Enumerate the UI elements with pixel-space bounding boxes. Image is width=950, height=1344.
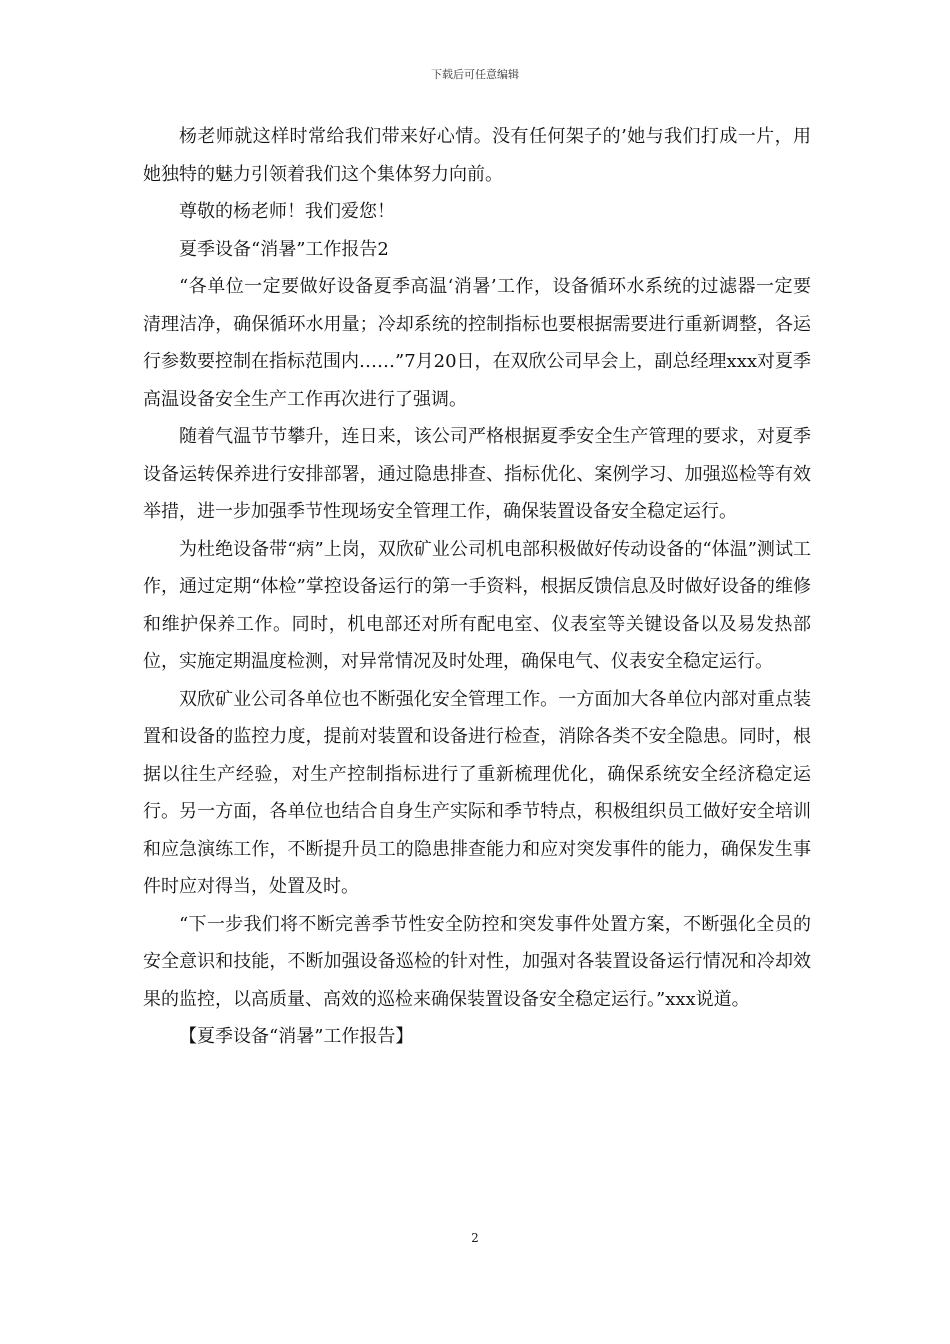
paragraph-6: 双欣矿业公司各单位也不断强化安全管理工作。一方面加大各单位内部对重点装置和设备的监控力度，提前对装置和设备进行检查，消除各类不安全隐患。同时，根据以往生产经验，对生产控制指标进行了重新梳理优化，确保系统安全经济稳定运行。另一方面，各单位也结合自身生产实际和季节特点，积极组织员工做好安全培训和应急演练工作，不断提升员工的隐患排查能力和应对突发事件的能力，确保发生事件时应对得当，处置及时。 xyxy=(143,688,811,897)
paragraph-2: 尊敬的杨老师！我们爱您！ xyxy=(179,201,395,222)
paragraph-1: 杨老师就这样时常给我们带来好心情。没有任何架子的’她与我们打成一片，用她独特的魅力引领着我们这个集体努力向前。 xyxy=(143,126,811,185)
document-body xyxy=(143,118,811,1056)
paragraph-3: “各单位一定要做好设备夏季高温‘消暑’工作，设备循环水系统的过滤器一定要清理洁净，确保循环水用量；冷却系统的控制指标也要根据需要进行重新调整，各运行参数要控制在指标范围内……”7月20日，在双欣公司早会上，副总经理xxx对夏季高温设备安全生产工作再次进行了强调。 xyxy=(143,276,812,410)
closing-title: 【夏季设备“消暑”工作报告】 xyxy=(179,1026,414,1047)
paragraph-5: 为杜绝设备带“病”上岗，双欣矿业公司机电部积极做好传动设备的“体温”测试工作，通过定期“体检”掌控设备运行的第一手资料，根据反馈信息及时做好设备的维修和维护保养工作。同时，机电部还对所有配电室、仪表室等关键设备以及易发热部位，实施定期温度检测，对异常情况及时处理，确保电气、仪表安全稳定运行。 xyxy=(143,538,811,672)
report-heading: 夏季设备“消暑”工作报告2 xyxy=(179,238,389,260)
page-number: 2 xyxy=(471,1231,479,1245)
paragraph-4: 随着气温节节攀升，连日来，该公司严格根据夏季安全生产管理的要求，对夏季设备运转保养进行安排部署，通过隐患排查、指标优化、案例学习、加强巡检等有效举措，进一步加强季节性现场安全管理工作，确保装置设备安全稳定运行。 xyxy=(143,426,811,522)
paragraph-7: “下一步我们将不断完善季节性安全防控和突发事件处置方案，不断强化全员的安全意识和技能，不断加强设备巡检的针对性，加强对各装置设备运行情况和冷却效果的监控，以高质量、高效的巡检来确保装置设备安全稳定运行。”xxx说道。 xyxy=(143,913,811,1010)
page-header: 下载后可任意编辑 xyxy=(431,68,519,81)
